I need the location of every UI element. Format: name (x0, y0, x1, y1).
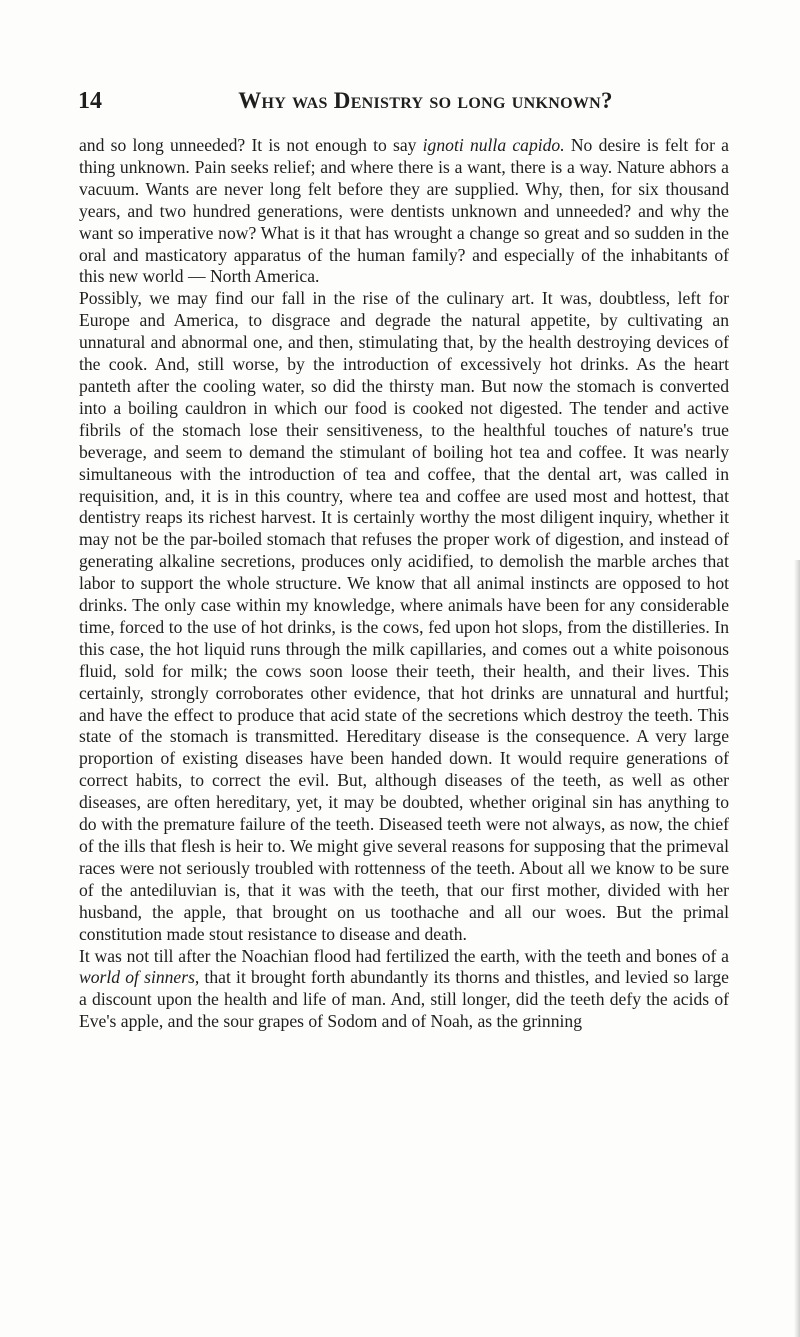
paragraph-text: It was not till after the Noachian flood had fertilized the earth, with the teeth and bones of a (79, 945, 729, 966)
paragraph (79, 946, 729, 1034)
page-number: 14 (78, 88, 102, 114)
paragraph (79, 288, 729, 945)
latin-phrase: ignoti nulla capido. (422, 135, 565, 155)
italic-phrase: world of sinners, (79, 967, 200, 988)
paragraph-text: that it brought forth abundantly its thorns and thistles, and levied so large a discount upon the health and life of man. And, still longer, did the teeth defy the acids of Eve's apple, and the sour grapes of Sodom and of Noah, as the grinning (79, 967, 729, 1032)
running-title: Why was Denistry so long unknown? (238, 88, 613, 113)
paragraph-text: and so long unneeded? It is not enough to say (79, 135, 423, 155)
paragraph-text: No desire is felt for a thing unknown. Pain seeks relief; and where there is a want, there is a way. Nature abhors a vacuum. Wants are never long felt before they are supplied. Why, then, for six thousand years, and two hundred generations, were dentists unknown and unneeded? and why the want so imperative now? What is it that has wrought a change so great and so sudden in the oral and masticatory apparatus of the human family? and especially of the inhabitants of this new world — North America. (79, 135, 729, 287)
paragraph-continued (79, 135, 729, 288)
body-text (79, 135, 729, 1033)
page-edge-shadow (794, 560, 800, 1337)
paragraph-text: Possibly, we may find our fall in the rise of the culinary art. It was, doubtless, left for Europe and America, to disgrace and degrade the natural appetite, by cultivating an unnatural and abnormal one, and then, stimulating that, by the health destroying devices of the cook. And, still worse, by the introduction of excessively hot drinks. As the heart panteth after the cooling water, so did the thirsty man. But now the stomach is converted into a boiling cauldron in which our food is cooked not digested. The tender and active fibrils of the stomach lose their sensitiveness, to the healthful touches of nature's true beverage, and seem to demand the stimulant of boiling hot tea and coffee. It was nearly simultaneous with the introduction of tea and coffee, that the dental art, was called in requisition, and, it is in this country, where tea and coffee are used most and hottest, that dentistry reaps its richest harvest. It is certainly worthy the most diligent inquiry, whether it may not be the par-boiled stomach that refuses the proper work of digestion, and instead of generating alkaline secretions, produces only acidified, to demolish the marble arches that labor to support the whole structure. We know that all animal instincts are opposed to hot drinks. The only case within my knowledge, where animals have been for any considerable time, forced to the use of hot drinks, is the cows, fed upon hot slops, from the distilleries. In this case, the hot liquid runs through the milk capillaries, and comes out a white poisonous fluid, sold for milk; the cows soon loose their teeth, their health, and their lives. This certainly, strongly corroborates other evidence, that hot drinks are unnatural and hurtful; and have the effect to produce that acid state of the secretions which destroy the teeth. This state of the stomach is transmitted. Hereditary disease is the consequence. A very large proportion of existing diseases have been handed down. It would require generations of correct habits, to correct the evil. But, although diseases of the teeth, as well as other diseases, are often hereditary, yet, it may be doubted, whether original sin has anything to do with the premature failure of the teeth. Diseased teeth were not always, as now, the chief of the ills that flesh is heir to. We might give several reasons for supposing that the primeval races were not seriously troubled with rottenness of the teeth. About all we know to be sure of the antediluvian is, that it was with the teeth, that our first mother, divided with her husband, the apple, that brought on us toothache and all our woes. But the primal constitution made stout resistance to disease and death. (79, 288, 729, 944)
running-head (78, 86, 728, 116)
